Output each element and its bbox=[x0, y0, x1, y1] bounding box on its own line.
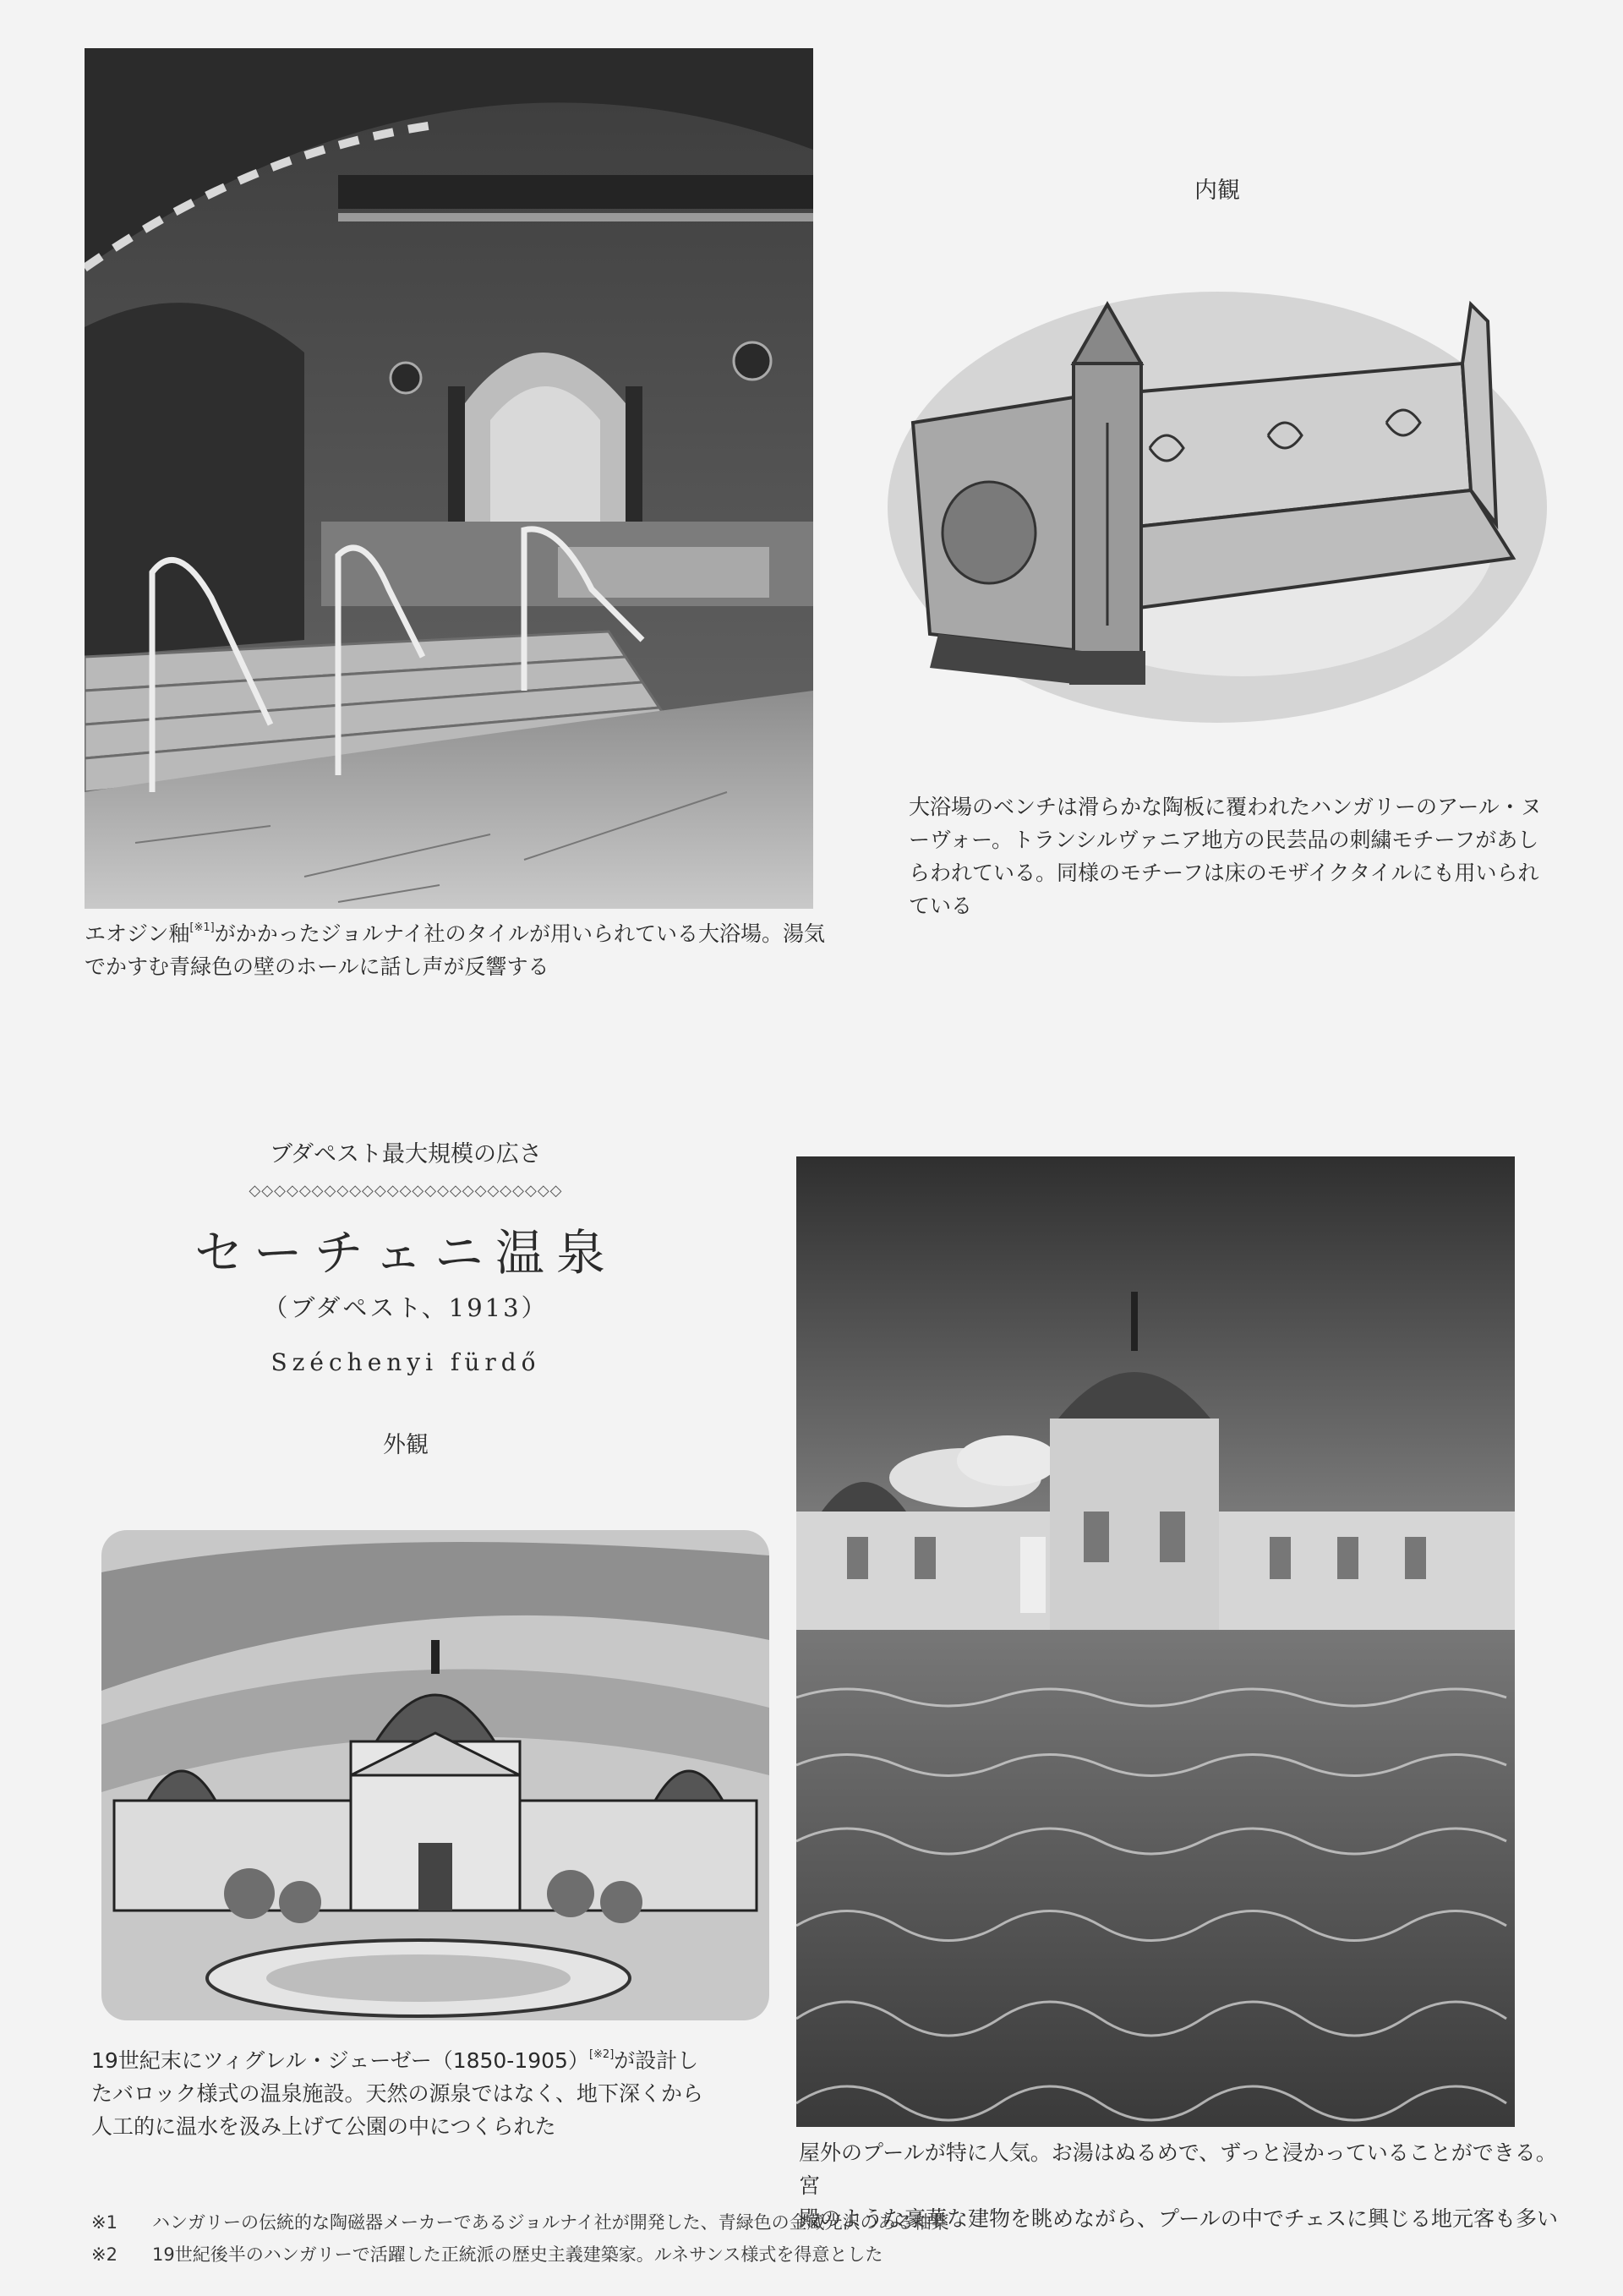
exterior-illustration-drawing bbox=[97, 1522, 773, 2029]
bench-caption-line: らわれている。同様のモチーフは床のモザイクタイルにも用いられ bbox=[909, 861, 1539, 885]
exterior-caption bbox=[91, 2044, 784, 2143]
interior-hall-photo bbox=[85, 48, 813, 909]
bench-caption-line: 大浴場のベンチは滑らかな陶板に覆われたハンガリーのアール・ヌ bbox=[909, 795, 1542, 819]
exterior-caption-line: たバロック様式の温泉施設。天然の源泉ではなく、地下深くから bbox=[91, 2081, 704, 2106]
footnote-1-mark: ※1 bbox=[91, 2212, 117, 2233]
footnote-ref-1: [※1] bbox=[189, 921, 215, 934]
exterior-illustration bbox=[97, 1522, 773, 2029]
footnote-1 bbox=[91, 2206, 1528, 2239]
pool-caption-line: 殿のような豪華な建物を眺めながら、プールの中でチェスに興じる地元客も多い bbox=[799, 2206, 1559, 2231]
interior-caption-text-a: エオジン釉 bbox=[85, 921, 190, 946]
pool-photo bbox=[796, 1156, 1515, 2127]
bench-illustration bbox=[879, 254, 1547, 727]
bench-caption-line: ーヴォー。トランシルヴァニア地方の民芸品の刺繍モチーフがあし bbox=[909, 828, 1539, 852]
footnote-2-mark: ※2 bbox=[91, 2244, 117, 2265]
interior-hall-photo-drawing bbox=[85, 48, 813, 909]
bench-caption bbox=[909, 790, 1585, 922]
bench-caption-line: ている bbox=[909, 894, 973, 918]
footnote-ref-2: [※2] bbox=[588, 2048, 615, 2061]
pool-caption-line: 屋外のプールが特に人気。お湯はぬるめで、ずっと浸かっていることができる。宮 bbox=[799, 2140, 1557, 2198]
exterior-caption-text-a: 19世紀末にツィグレル・ジェーゼー（1850-1905） bbox=[91, 2048, 589, 2073]
section-title: セーチェニ温泉 bbox=[194, 1224, 617, 1282]
footnotes bbox=[91, 2206, 1528, 2271]
footnote-2 bbox=[91, 2239, 1528, 2271]
section-subtitle: ブダペスト最大規模の広さ bbox=[269, 1141, 543, 1167]
interior-photo-caption bbox=[85, 917, 828, 983]
pool-photo-drawing bbox=[796, 1156, 1515, 2127]
section-place-year: （ブダペスト、1913） bbox=[263, 1293, 549, 1322]
bench-illustration-drawing bbox=[879, 254, 1547, 727]
interior-caption-text-c: でかすむ青緑色の壁のホールに話し声が反響する bbox=[85, 954, 549, 979]
section-original-name: Széchenyi fürdő bbox=[270, 1348, 541, 1376]
footnote-1-text: ハンガリーの伝統的な陶磁器メーカーであるジョルナイ社が開発した、青緑色の金蔵光沢のある釉薬 bbox=[152, 2212, 949, 2233]
exterior-label: 外観 bbox=[383, 1432, 429, 1458]
interior-caption-text-b: がかかったジョルナイ社のタイルが用いられている大浴場。湯気 bbox=[214, 921, 825, 946]
section-ornament: ◇◇◇◇◇◇◇◇◇◇◇◇◇◇◇◇◇◇◇◇◇◇◇◇◇ bbox=[249, 1182, 563, 1200]
exterior-caption-text-b: が設計し bbox=[614, 2048, 699, 2073]
interior-label: 内観 bbox=[1194, 178, 1240, 204]
exterior-caption-line: 人工的に温水を汲み上げて公園の中につくられた bbox=[91, 2114, 556, 2139]
footnote-2-text: 19世紀後半のハンガリーで活躍した正統派の歴史主義建築家。ルネサンス様式を得意とした bbox=[152, 2244, 883, 2265]
